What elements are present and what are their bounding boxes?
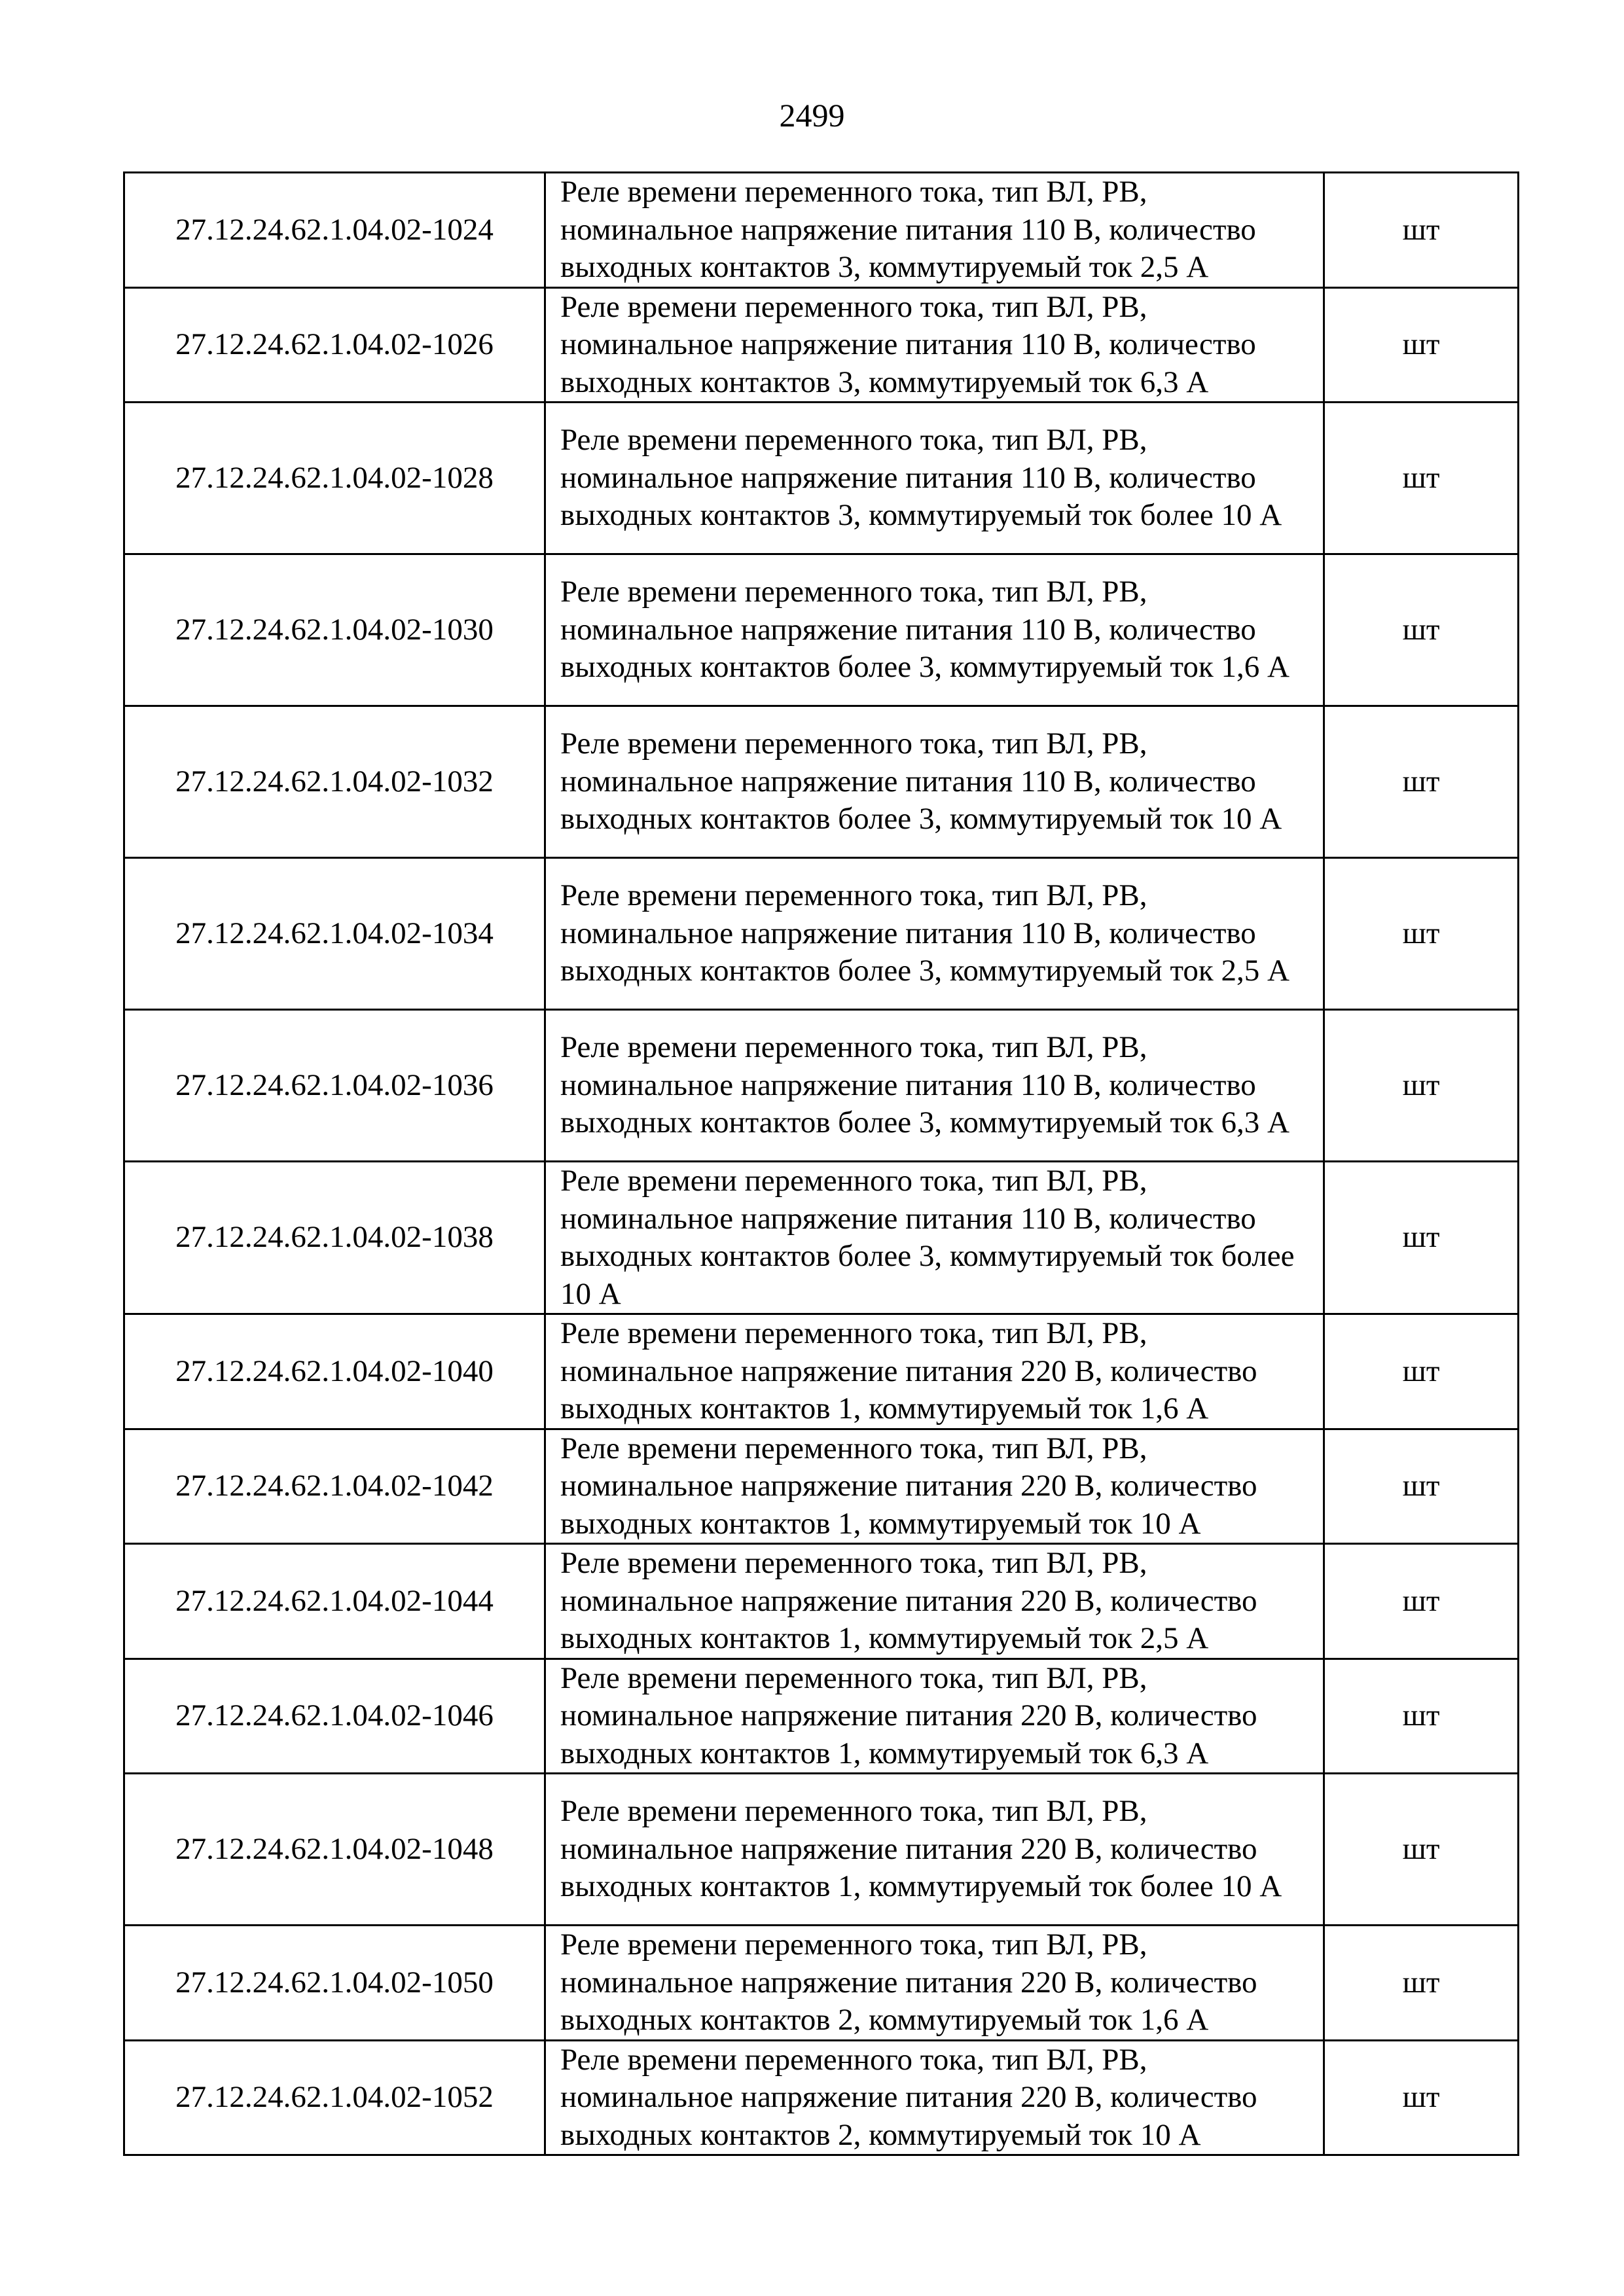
item-code-cell: 27.12.24.62.1.04.02-1046 [124,1659,545,1774]
items-table [123,171,1519,2156]
item-description-cell: Реле времени переменного тока, тип ВЛ, РВ, номинальное напряжение питания 110 В, количество выходных контактов 3, коммутируемый ток 6,3 А [545,287,1324,403]
table-row [124,1774,1519,1926]
item-code-cell: 27.12.24.62.1.04.02-1050 [124,1926,545,2041]
item-code-cell: 27.12.24.62.1.04.02-1044 [124,1544,545,1659]
item-description-cell: Реле времени переменного тока, тип ВЛ, РВ, номинальное напряжение питания 110 В, количество выходных контактов более 3, коммутируемый ток 2,5 А [545,858,1324,1010]
item-description-cell: Реле времени переменного тока, тип ВЛ, РВ, номинальное напряжение питания 220 В, количество выходных контактов 2, коммутируемый ток 1,6 А [545,1926,1324,2041]
table-row [124,1659,1519,1774]
item-description-cell: Реле времени переменного тока, тип ВЛ, РВ, номинальное напряжение питания 110 В, количество выходных контактов более 3, коммутируемый ток 6,3 А [545,1010,1324,1162]
item-description-cell: Реле времени переменного тока, тип ВЛ, РВ, номинальное напряжение питания 110 В, количество выходных контактов более 3, коммутируемый ток более 10 А [545,1162,1324,1314]
item-unit-cell: шт [1324,1659,1519,1774]
table-row [124,1162,1519,1314]
items-table-body [124,173,1519,2155]
item-code-cell: 27.12.24.62.1.04.02-1042 [124,1429,545,1544]
item-description-cell: Реле времени переменного тока, тип ВЛ, РВ, номинальное напряжение питания 110 В, количество выходных контактов более 3, коммутируемый ток 1,6 А [545,554,1324,706]
item-description-cell: Реле времени переменного тока, тип ВЛ, РВ, номинальное напряжение питания 220 В, количество выходных контактов 1, коммутируемый ток 1,6 А [545,1314,1324,1429]
item-description-cell: Реле времени переменного тока, тип ВЛ, РВ, номинальное напряжение питания 110 В, количество выходных контактов 3, коммутируемый ток более 10 А [545,403,1324,554]
table-row [124,403,1519,554]
table-row [124,706,1519,858]
table-row [124,1429,1519,1544]
item-description-cell: Реле времени переменного тока, тип ВЛ, РВ, номинальное напряжение питания 220 В, количество выходных контактов 2, коммутируемый ток 10 А [545,2040,1324,2155]
item-unit-cell: шт [1324,858,1519,1010]
item-unit-cell: шт [1324,1314,1519,1429]
table-row [124,1314,1519,1429]
item-description-cell: Реле времени переменного тока, тип ВЛ, РВ, номинальное напряжение питания 110 В, количество выходных контактов более 3, коммутируемый ток 10 А [545,706,1324,858]
table-row [124,287,1519,403]
item-unit-cell: шт [1324,2040,1519,2155]
table-row [124,173,1519,288]
item-unit-cell: шт [1324,1774,1519,1926]
item-code-cell: 27.12.24.62.1.04.02-1038 [124,1162,545,1314]
item-unit-cell: шт [1324,706,1519,858]
item-code-cell: 27.12.24.62.1.04.02-1048 [124,1774,545,1926]
item-description-cell: Реле времени переменного тока, тип ВЛ, РВ, номинальное напряжение питания 220 В, количество выходных контактов 1, коммутируемый ток 10 А [545,1429,1324,1544]
item-code-cell: 27.12.24.62.1.04.02-1034 [124,858,545,1010]
item-description-cell: Реле времени переменного тока, тип ВЛ, РВ, номинальное напряжение питания 220 В, количество выходных контактов 1, коммутируемый ток 6,3 А [545,1659,1324,1774]
item-unit-cell: шт [1324,554,1519,706]
item-code-cell: 27.12.24.62.1.04.02-1028 [124,403,545,554]
page-number: 2499 [779,97,845,134]
item-code-cell: 27.12.24.62.1.04.02-1032 [124,706,545,858]
item-description-cell: Реле времени переменного тока, тип ВЛ, РВ, номинальное напряжение питания 220 В, количество выходных контактов 1, коммутируемый ток 2,5 А [545,1544,1324,1659]
item-code-cell: 27.12.24.62.1.04.02-1030 [124,554,545,706]
item-unit-cell: шт [1324,287,1519,403]
table-row [124,554,1519,706]
item-unit-cell: шт [1324,1429,1519,1544]
item-unit-cell: шт [1324,173,1519,288]
item-unit-cell: шт [1324,1010,1519,1162]
item-code-cell: 27.12.24.62.1.04.02-1036 [124,1010,545,1162]
item-code-cell: 27.12.24.62.1.04.02-1024 [124,173,545,288]
item-code-cell: 27.12.24.62.1.04.02-1040 [124,1314,545,1429]
table-row [124,858,1519,1010]
item-description-cell: Реле времени переменного тока, тип ВЛ, РВ, номинальное напряжение питания 110 В, количество выходных контактов 3, коммутируемый ток 2,5 А [545,173,1324,288]
table-row [124,1544,1519,1659]
item-unit-cell: шт [1324,1926,1519,2041]
item-unit-cell: шт [1324,1544,1519,1659]
item-code-cell: 27.12.24.62.1.04.02-1026 [124,287,545,403]
item-unit-cell: шт [1324,1162,1519,1314]
table-row [124,1926,1519,2041]
item-description-cell: Реле времени переменного тока, тип ВЛ, РВ, номинальное напряжение питания 220 В, количество выходных контактов 1, коммутируемый ток более 10 А [545,1774,1324,1926]
item-unit-cell: шт [1324,403,1519,554]
table-row [124,1010,1519,1162]
item-code-cell: 27.12.24.62.1.04.02-1052 [124,2040,545,2155]
table-row [124,2040,1519,2155]
